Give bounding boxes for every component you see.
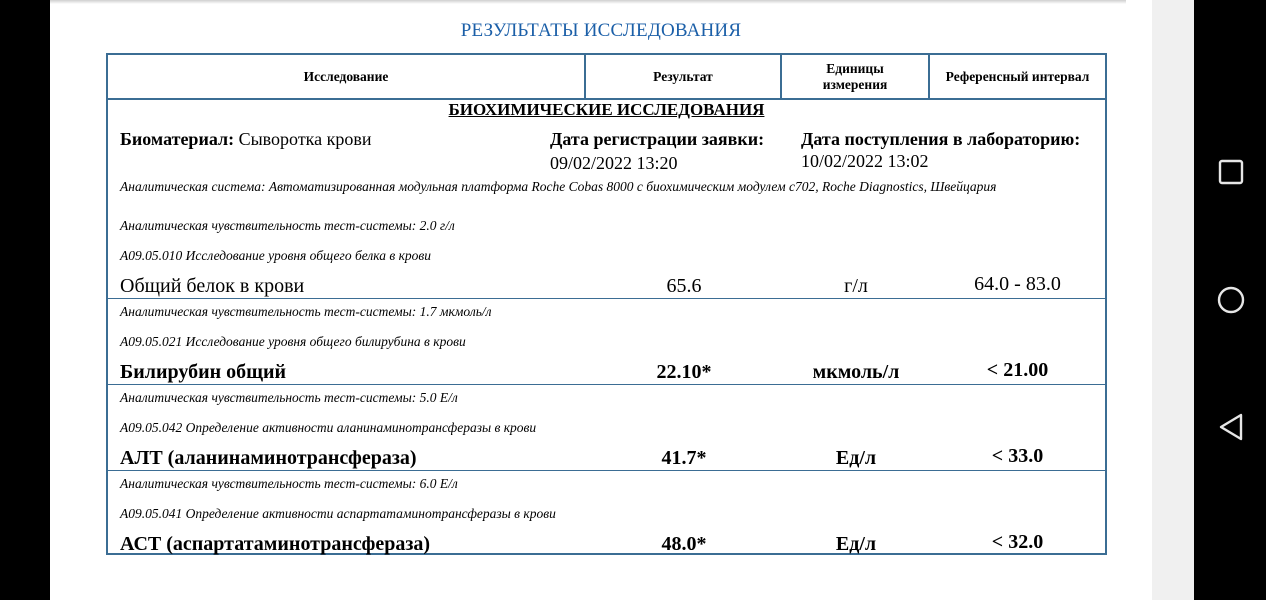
arrival-date-value: 10/02/2022 13:02 (801, 151, 929, 171)
biomaterial-value: Сыворотка крови (238, 129, 372, 149)
column-header-units: Единицы измерения (782, 55, 930, 98)
column-header-reference: Референсный интервал (945, 68, 1090, 84)
test-sensitivity-note: Аналитическая чувствительность тест-системы: 6.0 Е/л (120, 476, 458, 491)
registration-date-label: Дата регистрации заявки: (550, 129, 765, 149)
home-circle-icon[interactable] (1214, 283, 1248, 317)
section-title: БИОХИМИЧЕСКИЕ ИССЛЕДОВАНИЯ (448, 100, 765, 119)
test-sensitivity-note: Аналитическая чувствительность тест-системы: 5.0 Е/л (120, 390, 458, 405)
test-code: A09.05.041 Определение активности аспартатаминотрансферазы в крови (120, 506, 556, 521)
test-name: АЛТ (аланинаминотрансфераза) (120, 447, 417, 469)
android-navigation-bar (1194, 0, 1266, 600)
column-header-test: Исследование (108, 55, 586, 98)
results-table (106, 53, 1107, 555)
test-name: Общий белок в крови (120, 275, 305, 297)
test-name: АСТ (аспартатаминотрансфераза) (120, 533, 431, 555)
test-unit: Ед/л (835, 447, 877, 469)
test-reference: 64.0 - 83.0 (974, 273, 1061, 295)
side-margin-strip (1152, 0, 1194, 600)
left-black-border (0, 0, 50, 600)
test-reference: < 21.00 (986, 359, 1049, 381)
biomaterial-label: Биоматериал: (120, 129, 235, 149)
test-sensitivity-note: Аналитическая чувствительность тест-системы: 1.7 мкмоль/л (120, 304, 492, 319)
test-result-abnormal: 22.10* (656, 361, 712, 383)
test-code: A09.05.021 Исследование уровня общего билирубина в крови (120, 334, 466, 349)
arrival-date-label: Дата поступления в лабораторию: (801, 129, 1081, 149)
page-top-edge (50, 0, 1126, 4)
row-divider (108, 384, 1105, 385)
test-result: 65.6 (666, 275, 702, 297)
test-unit: Ед/л (835, 533, 877, 555)
test-reference: < 32.0 (991, 531, 1044, 553)
test-code: A09.05.042 Определение активности аланинаминотрансферазы в крови (120, 420, 537, 435)
document-title: РЕЗУЛЬТАТЫ ИССЛЕДОВАНИЯ (460, 20, 742, 41)
test-unit: мкмоль/л (812, 361, 900, 383)
back-triangle-icon[interactable] (1214, 410, 1248, 444)
analytic-system-note: Аналитическая система: Автоматизированная модульная платформа Roche Cobas 8000 с биохимическим модулем c702, Roche Diagnostics, Швейцария (120, 179, 997, 194)
recents-square-icon[interactable] (1214, 155, 1248, 189)
row-divider (108, 298, 1105, 299)
test-sensitivity-note: Аналитическая чувствительность тест-системы: 2.0 г/л (120, 218, 455, 233)
registration-date-value: 09/02/2022 13:20 (550, 153, 678, 173)
test-code: A09.05.010 Исследование уровня общего белка в крови (120, 248, 432, 263)
test-result-abnormal: 48.0* (661, 533, 707, 555)
biomaterial-info (120, 129, 372, 150)
row-divider (108, 470, 1105, 471)
test-unit: г/л (844, 275, 868, 297)
document-page[interactable] (50, 0, 1152, 600)
test-result-abnormal: 41.7* (661, 447, 707, 469)
test-reference: < 33.0 (991, 445, 1044, 467)
column-header-result: Результат (586, 55, 782, 98)
test-name: Билирубин общий (120, 361, 287, 383)
